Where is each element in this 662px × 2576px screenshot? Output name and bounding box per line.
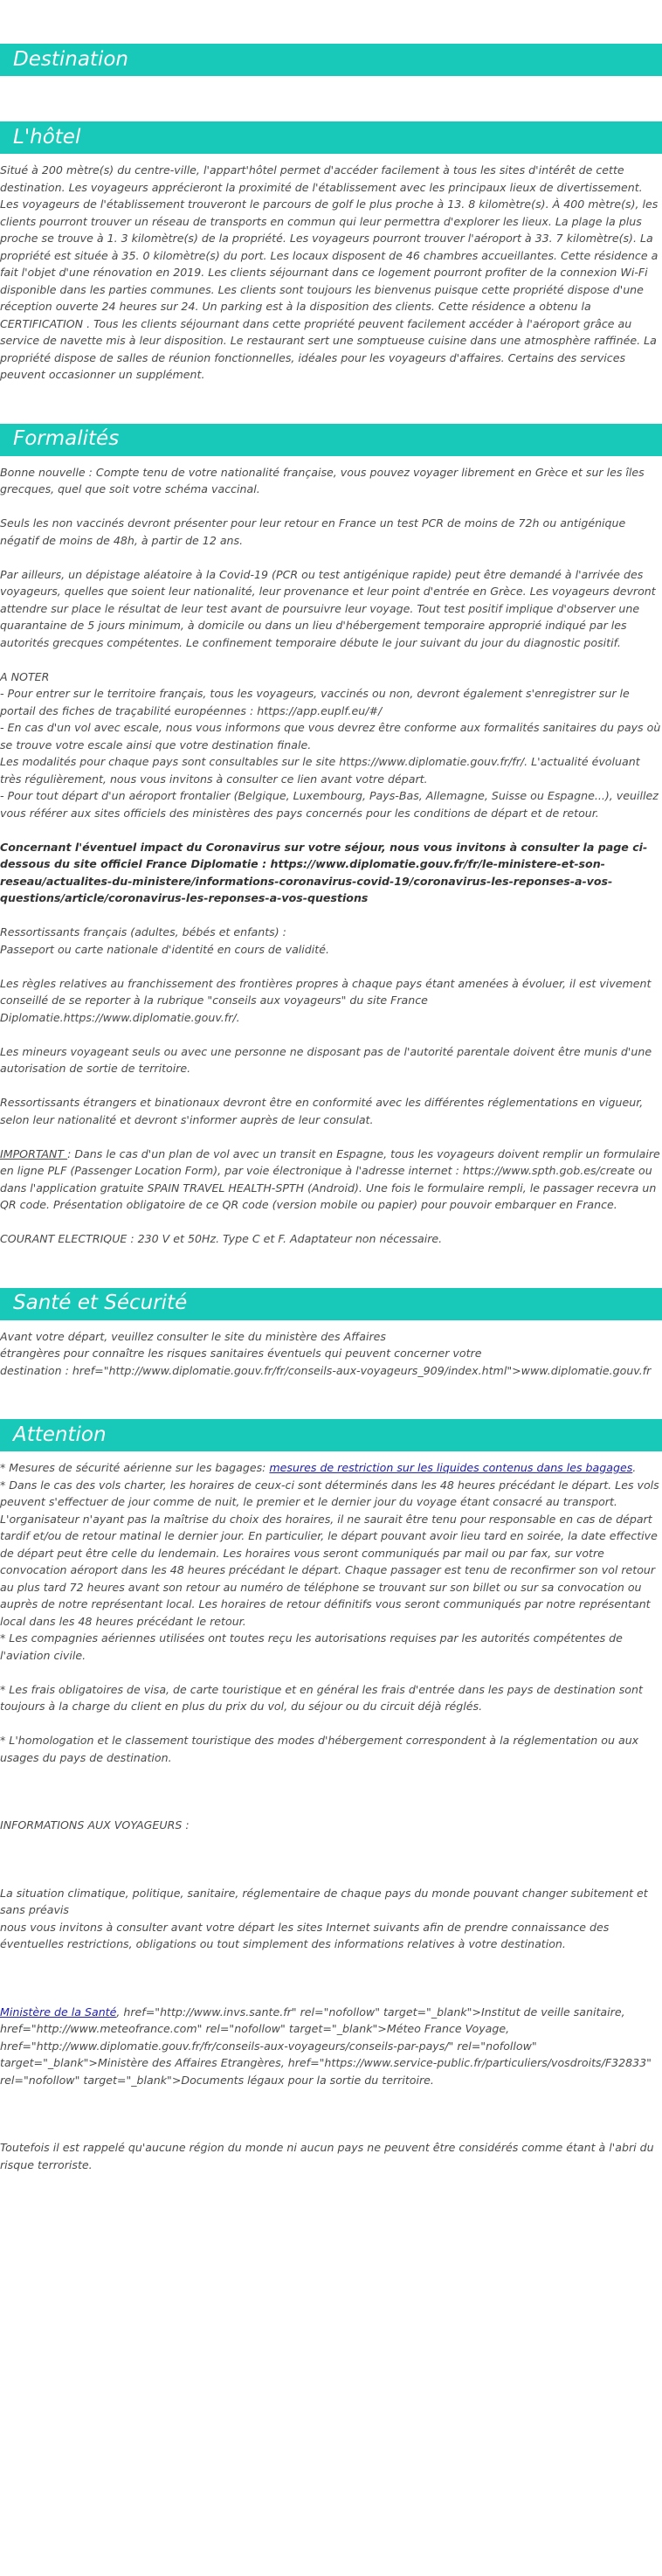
hotel-description: Situé à 200 mètre(s) du centre-ville, l'appart'hôtel permet d'accéder facilement à tous les sites d'intérêt de cette destination. Les voyageurs apprécieront la proximité de l'établissement avec les principaux lieux de divertissement. Les voyageurs de l'établissement trouveront le parcours de golf le plus proche à 13. 8 kilomètre(s). À 400 mètre(s), les clients pourront trouver un réseau de transports en commun qui leur permettra d'explorer les lieux. La plage la plus proche se trouve à 1. 3 kilomètre(s) de la propriété. Les voyageurs pourront trouver l'aéroport à 33. 7 kilomètre(s). La propriété est située à 35. 0 kilomètre(s) du port. Les locaux disposent de 46 chambres accueillantes. Cette résidence a fait l'objet d'une rénovation en 2019. Les clients séjournant dans ce logement pourront profiter de la connexion Wi-Fi disponible dans les parties communes. Les clients sont toujours les bienvenus puisque cette propriété dispose d'une réception ouverte 24 heures sur 24. Un parking est à la disposition des clients. Cette résidence a obtenu la CERTIFICATION . Tous les clients séjournant dans cette propriété peuvent facilement accéder à l'aéroport grâce au service de navette mis à leur disposition. Le restaurant sert une somptueuse cuisine dans une atmosphère raffinée. La propriété dispose de salles de réunion fonctionnelles, idéales pour les voyageurs d'affaires. Certains des services peuvent occasionner un supplément. <box>0 163 659 381</box>
noter-2: - En cas d'un vol avec escale, nous vous informons que vous devrez être conforme aux formalités sanitaires du pays où se trouve votre escale ainsi que votre destination finale. <box>0 721 661 751</box>
liquids-restriction-link[interactable]: mesures de restriction sur les liquides contenus dans les bagages <box>269 1461 633 1474</box>
formalites-title: Formalités <box>13 427 120 451</box>
ressortissants-title: Ressortissants français (adultes, bébés et enfants) : <box>0 925 286 938</box>
coronavirus-notice: Concernant l'éventuel impact du Coronavirus sur votre séjour, nous vous invitons à consulter la page ci-dessous du site officiel France Diplomatie : https://www.diplomatie.gouv.fr/fr/le-ministere-et-son-reseau/actualites-du-ministere/informations-coronavirus-covid-19/coronavirus-les-reponses-a-vos-questions/article/coronavirus-les-reponses-a-vos-questions <box>0 840 648 904</box>
important-paragraph <box>0 1146 662 1214</box>
important-label: IMPORTANT <box>0 1146 68 1160</box>
hotel-header <box>0 121 662 154</box>
destination-header <box>0 44 662 76</box>
formalites-section <box>0 424 662 1248</box>
noter-3: Les modalités pour chaque pays sont consultables sur le site https://www.diplomatie.gouv.fr/fr/. L'actualité évoluant très régulièrement, nous vous invitons à consulter ce lien avant votre départ. <box>0 755 640 786</box>
formalites-p3: Par ailleurs, un dépistage aléatoire à la Covid-19 (PCR ou test antigénique rapide) peut être demandé à l'arrivée des voyageurs, quelles que soient leur nationalité, leur provenance et leur point d'entrée en Grèce. Les voyageurs devront attendre sur place le résultat de leur test avant de poursuivre leur voyage. Tout test positif implique d'observer une quarantaine de 5 jours minimum, à domicile ou dans un lieu d'hébergement temporaire approprié indiqué par les autorités grecques compétentes. Le confinement temporaire débute le jour suivant du jour du diagnostic positif. <box>0 567 656 649</box>
attention-section <box>0 1419 662 2173</box>
attention-bullet-4: * Les frais obligatoires de visa, de carte touristique et en général les frais d'entrée dans les pays de destination sont toujours à la charge du client en plus du prix du vol, du séjour ou du circuit déjà réglés. <box>0 1682 643 1713</box>
attention-bullet-3: * Les compagnies aériennes utilisées ont toutes reçu les autorisations requises par les autorités compétentes de l'aviation civile. <box>0 1631 623 1662</box>
formalites-header <box>0 424 662 456</box>
sante-header <box>0 1288 662 1320</box>
formalites-p2: Seuls les non vaccinés devront présenter pour leur retour en France un test PCR de moins de 72h ou antigénique négatif de moins de 48h, à partir de 12 ans. <box>0 516 626 547</box>
formalites-p5: Les mineurs voyageant seuls ou avec une personne ne disposant pas de l'autorité parentale doivent être munis d'une autorisation de sortie de territoire. <box>0 1044 652 1075</box>
sante-line-3: destination : href="http://www.diplomatie.gouv.fr/fr/conseils-aux-voyageurs_909/index.html">www.diplomatie.gouv.fr <box>0 1363 652 1377</box>
noter-4: - Pour tout départ d'un aéroport frontalier (Belgique, Luxembourg, Pays-Bas, Allemagne, Suisse ou Espagne...), veuillez vous référer aux sites officiels des ministères des pays concernés pour les conditions de départ et de retour. <box>0 789 659 820</box>
noter-1: - Pour entrer sur le territoire français, tous les voyageurs, vaccinés ou non, devront également s'enregistrer sur le portail des fiches de traçabilité européennes : https://app.euplf.eu/#/ <box>0 687 630 717</box>
sante-section <box>0 1288 662 1380</box>
info-line-2: nous vous invitons à consulter avant votre départ les sites Internet suivants afin de prendre connaissance des éventuelles restrictions, obligations ou tout simplement des informations relatives à votre destination. <box>0 1920 610 1950</box>
bullet-1-suffix: . <box>632 1461 637 1474</box>
links-text: , href="http://www.invs.sante.fr" rel="nofollow" target="_blank">Institut de veille sanitaire, href="http://www.meteofrance.com" rel="nofollow" target="_blank">Méteo France Voyage, href="http://www.diplomatie.gouv.fr/fr/conseils-aux-voyageurs/conseils-par-pays/" rel="nofollow" target="_blank">Ministère des Affaires Etrangères, href="https://www.service-public.fr/particuliers/vosdroits/F32833" rel="nofollow" target="_blank">Documents légaux pour la sortie du territoire. <box>0 2005 652 2087</box>
destination-section <box>0 44 662 76</box>
sante-line-1: Avant votre départ, veuillez consulter le site du ministère des Affaires <box>0 1329 386 1343</box>
important-text: : Dans le cas d'un plan de vol avec un transit en Espagne, tous les voyageurs doivent remplir un formulaire en ligne PLF (Passenger Location Form), par voie électronique à l'adresse internet : https://www.spth.gob.es/create ou dans l'application gratuite SPAIN TRAVEL HEALTH-SPTH (Android). Une fois le formulaire rempli, le passager recevra un QR code. Présentation obligatoire de ce QR code (version mobile ou papier) pour pouvoir embarquer en France. <box>0 1146 660 1211</box>
formalites-p1: Bonne nouvelle : Compte tenu de votre nationalité française, vous pouvez voyager librement en Grèce et sur les îles grecques, quel que soit votre schéma vaccinal. <box>0 465 645 495</box>
hotel-section <box>0 121 662 384</box>
bullet-1-prefix: * Mesures de sécurité aérienne sur les bagages: <box>0 1461 270 1474</box>
info-line-1: La situation climatique, politique, sanitaire, réglementaire de chaque pays du monde pouvant changer subitement et sans préavis <box>0 1886 648 1916</box>
destination-title: Destination <box>13 47 128 71</box>
terrorism-notice: Toutefois il est rappelé qu'aucune région du monde ni aucun pays ne peuvent être considérés comme étant à l'abri du risque terroriste. <box>0 2141 654 2171</box>
ressortissants-text: Passeport ou carte nationale d'identité en cours de validité. <box>0 942 329 956</box>
attention-bullet-2: * Dans le cas des vols charter, les horaires de ceux-ci sont déterminés dans les 48 heures précédant le départ. Les vols peuvent s'effectuer de jour comme de nuit, le premier et le dernier jour du voyage étant consacré au transport. L'organisateur n'ayant pas la maîtrise du choix des horaires, il ne saurait être tenu pour responsable en cas de départ tardif et/ou de retour matinal le dernier jour. En particulier, le départ pouvant avoir lieu tard en soirée, la date effective de départ peut être celle du lendemain. Les horaires vous seront communiqués par mail ou par fax, sur votre convocation aéroport dans les 48 heures précédant le départ. Chaque passager est tenu de reconfirmer son vol retour au plus tard 72 heures avant son retour au numéro de téléphone se trouvant sur son billet ou sur sa convocation ou auprès de notre représentant local. Les horaires de retour définitifs vous seront communiqués par notre représentant local dans les 48 heures précédant le retour. <box>0 1478 659 1628</box>
hotel-title: L'hôtel <box>13 125 81 149</box>
attention-bullet-5: * L'homologation et le classement touristique des modes d'hébergement correspondent à la réglementation ou aux usages du pays de destination. <box>0 1734 639 1764</box>
noter-title: A NOTER <box>0 669 50 683</box>
info-title: INFORMATIONS AUX VOYAGEURS : <box>0 1818 190 1832</box>
courant-electrique: COURANT ELECTRIQUE : 230 V et 50Hz. Type C et F. Adaptateur non nécessaire. <box>0 1232 443 1245</box>
attention-title: Attention <box>13 1423 107 1446</box>
formalites-p6: Ressortissants étrangers et binationaux devront être en conformité avec les différentes réglementations en vigueur, selon leur nationalité et devront s'informer auprès de leur consulat. <box>0 1096 644 1126</box>
attention-bullet-1 <box>0 1459 662 1477</box>
formalites-p4: Les règles relatives au franchissement des frontières propres à chaque pays étant amenées à évoluer, il est vivement conseillé de se reporter à la rubrique "conseils aux voyageurs" du site France Diplomatie.https://www.diplomatie.gouv.fr/. <box>0 976 652 1024</box>
sante-title: Santé et Sécurité <box>13 1291 188 1315</box>
attention-header <box>0 1419 662 1451</box>
sante-line-2: étrangères pour connaître les risques sanitaires éventuels qui peuvent concerner votre <box>0 1347 482 1360</box>
ministere-sante-link[interactable]: Ministère de la Santé <box>0 2005 117 2019</box>
links-paragraph <box>0 2004 662 2089</box>
